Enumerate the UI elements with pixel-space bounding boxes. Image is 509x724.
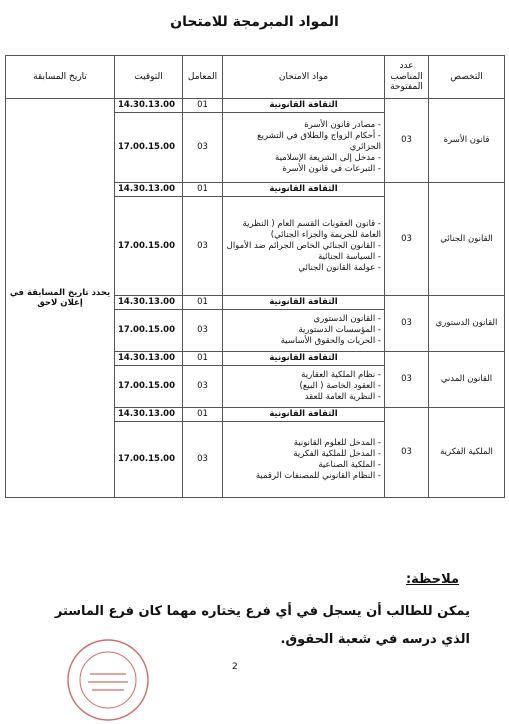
special-subjects-cell [223,310,385,352]
time-cell: 14.30.13.00 [115,408,183,422]
coef-cell: 03 [183,197,223,296]
general-subject-cell [223,408,385,422]
time-cell: 17.00.15.00 [115,366,183,408]
coef-cell: 01 [183,408,223,422]
coef-cell: 01 [183,99,223,113]
competition-date-cell: يحدد تاريخ المسابقة في إعلان لاحق [6,99,115,498]
time-cell: 14.30.13.00 [115,352,183,366]
subject-item: - قانون العقوبات القسم العام ( النظرية العامة للجريمة والجزاء الجنائي) [242,218,381,240]
header-subjects: مواد الامتحان [223,56,385,99]
general-subject: الثقافة القانونية [269,297,338,308]
specialty-cell: القانون المدني [429,352,505,408]
subject-item: - النظرية العامة للعقد [304,392,381,402]
coef-cell: 01 [183,352,223,366]
header-specialty: التخصص [429,56,505,99]
posts-cell: 03 [385,296,429,352]
subject-item: - التبرعات في قانون الأسرة [282,164,381,174]
header-posts: عدد المناصب المفتوحة [385,56,429,99]
subject-item: - السياسة الجنائية [318,251,381,262]
header-date: تاريخ المسابقة [6,56,115,99]
exam-subjects-table [5,55,505,498]
subject-item: - الحريات والحقوق الأساسية [280,336,381,346]
subject-item: - النظام القانوني للمصنفات الرقمية [255,470,381,481]
subject-item: - أحكام الزواج والطلاق في التشريع الجزائري [257,131,381,152]
coef-cell: 01 [183,296,223,310]
subject-item: - مدخل إلى الشريعة الإسلامية [275,153,381,163]
time-cell: 14.30.13.00 [115,296,183,310]
posts-cell: 03 [385,352,429,408]
page-title: المواد المبرمجة للامتحان [170,14,339,30]
subject-item: - القانون الجنائي الخاص الجرائم ضد الأموال [226,240,381,251]
time-cell: 17.00.15.00 [115,197,183,296]
general-subject: الثقافة القانونية [269,353,338,364]
subject-item: - القانون الدستوري [313,314,381,324]
coef-cell: 03 [183,366,223,408]
special-subjects-cell [223,366,385,408]
official-stamp-icon [64,636,152,724]
subject-item: - الملكية الصناعية [318,459,381,470]
subject-item: - العقود الخاصة ( البيع) [299,381,381,391]
special-subjects-cell [223,113,385,183]
time-cell: 14.30.13.00 [115,99,183,113]
posts-cell: 03 [385,183,429,296]
subject-item: - مصادر قانون الأسرة [304,120,381,130]
coef-cell: 03 [183,422,223,498]
subject-item: - المدخل للملكية الفكرية [293,448,381,459]
table-row [6,99,505,113]
specialty-cell: القانون الجنائي [429,183,505,296]
stamp-inner-ring [80,652,136,708]
page-number: 2 [232,662,238,672]
posts-cell: 03 [385,408,429,498]
time-cell: 14.30.13.00 [115,183,183,197]
specialty-cell: القانون الدستوري [429,296,505,352]
general-subject: الثقافة القانونية [269,100,338,111]
note-title: ملاحظة: [405,572,459,587]
time-cell: 17.00.15.00 [115,310,183,352]
coef-cell: 01 [183,183,223,197]
time-cell: 17.00.15.00 [115,113,183,183]
posts-cell: 03 [385,99,429,183]
note-text: يمكن للطالب أن يسجل في أي فرع يختاره مهما كان فرع الماستر الذي درسه في شعبة الحقوق. [54,604,470,647]
header-coefficient: المعامل [183,56,223,99]
subject-item: - نظام الملكية العقارية [301,370,381,380]
general-subject-cell [223,352,385,366]
general-subject: الثقافة القانونية [269,184,338,195]
general-subject-cell [223,99,385,113]
coef-cell: 03 [183,310,223,352]
subject-item: - المؤسسات الدستورية [298,325,381,335]
general-subject-cell [223,183,385,197]
table-header-row [6,56,505,99]
coef-cell: 03 [183,113,223,183]
specialty-cell: قانون الأسرة [429,99,505,183]
general-subject-cell [223,296,385,310]
general-subject: الثقافة القانونية [269,409,338,420]
time-cell: 17.00.15.00 [115,422,183,498]
header-time: التوقيت [115,56,183,99]
subject-item: - عولمة القانون الجنائي [298,262,381,273]
subject-item: - المدخل للعلوم القانونية [293,437,381,448]
special-subjects-cell [223,197,385,296]
specialty-cell: الملكية الفكرية [429,408,505,498]
special-subjects-cell [223,422,385,498]
